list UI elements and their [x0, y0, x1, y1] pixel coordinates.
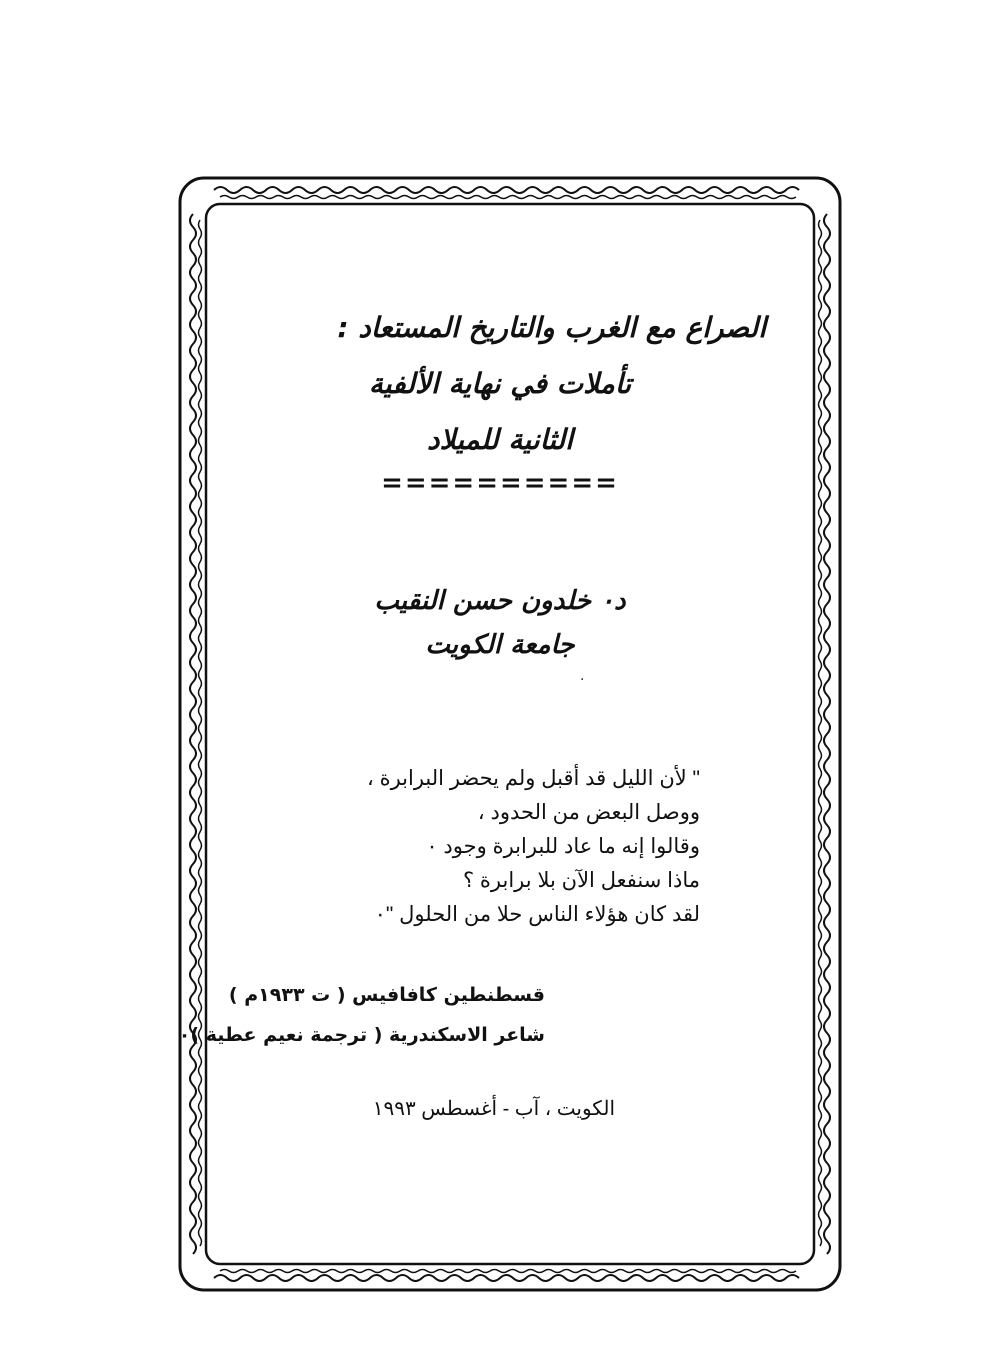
- author-name: د٠ خلدون حسن النقيب: [374, 586, 626, 616]
- poem-line: ماذا سنفعل الآن بلا برابرة ؟: [462, 869, 700, 892]
- title-line-1: الصراع مع الغرب والتاريخ المستعاد :: [337, 311, 766, 344]
- poet-attribution: قسطنطين كافافيس ( ت ١٩٣٣م ): [228, 984, 545, 1006]
- poem-quote: [320, 762, 700, 932]
- poem-line: لقد كان هؤلاء الناس حلا من الحلول "٠: [374, 903, 700, 926]
- poem-line: ووصل البعض من الحدود ،: [477, 801, 700, 824]
- title-block: [230, 300, 770, 660]
- scan-speck: ·: [580, 672, 585, 688]
- author-affiliation: جامعة الكويت: [425, 630, 575, 660]
- title-line-3: الثانية للميلاد: [427, 423, 573, 456]
- poet-description: شاعر الاسكندرية ( ترجمة نعيم عطية )٠: [178, 1024, 545, 1046]
- poem-line: وقالوا إنه ما عاد للبرابرة وجود ٠: [426, 835, 700, 858]
- title-separator: ==========: [381, 468, 619, 498]
- dateline: الكويت ، آب - أغسطس ١٩٩٣: [372, 1098, 615, 1120]
- poem-line: " لأن الليل قد أقبل ولم يحضر البرابرة ،: [366, 767, 700, 790]
- title-line-2: تأملات في نهاية الألفية: [368, 367, 632, 400]
